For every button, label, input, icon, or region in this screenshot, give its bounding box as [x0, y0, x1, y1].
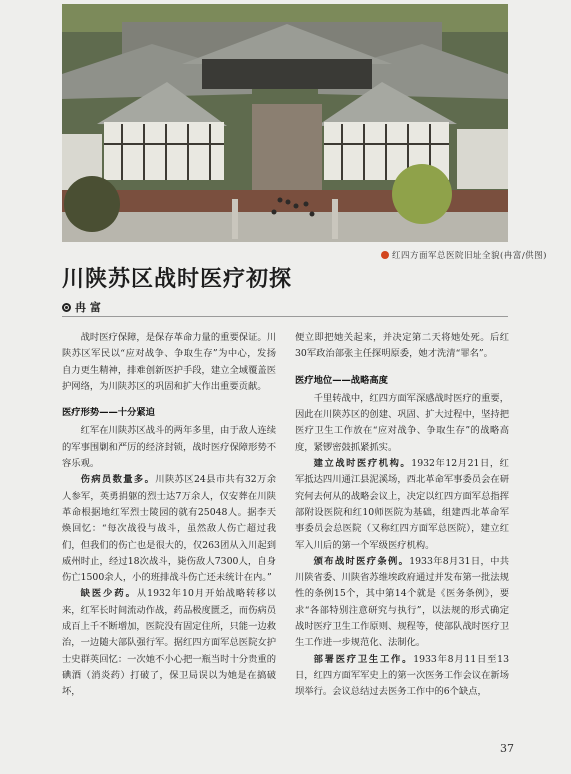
paragraph [62, 423, 276, 472]
paragraph [62, 330, 276, 395]
paragraph-lead: 建立战时医疗机构。 [313, 458, 412, 470]
title-divider [62, 316, 508, 317]
paragraph [295, 554, 509, 652]
paragraph-text: 1932年12月21日，红军抵达四川通江县泥溪场，西北革命军事委员会在研究何去何从的战略会议上，决定以红四方面军总指挥部附设医院和红10师医院为基础，组建西北革命军事委员会总医院（又称红四方面军总医院），建立红军入川后的第一个军级医疗机构。 [295, 458, 509, 551]
article-title: 川陕苏区战时医疗初探 [62, 267, 293, 292]
paragraph-text: 川陕苏区24县市共有32万余人参军，英勇捐躯的烈士达7万余人，仅安葬在川陕革命根据地红军烈士陵园的就有25048人。据李天焕回忆：“每次战役与战斗，虽然敌人伤亡超过我们，但我们的伤亡也是很大的，仅263团从入川起到威州时止，经过18次战斗，毙伤敌人7300人，自身伤亡1500余人，小的班排战斗伤亡还未统计在内。” [62, 474, 276, 584]
paragraph-text: 1933年8月31日，中共川陕省委、川陕省苏维埃政府通过并发布第一批法规性的条例15个，其中第14个就是《医务条例》，要求“各部特别注意研究与执行”，以法规的形式确定战时医疗卫生工作原则、规程等，使部队战时医疗卫生工作进一步规范化、法制化。 [295, 555, 509, 649]
section-heading [295, 373, 509, 389]
photo-caption [381, 249, 547, 261]
section-heading-text: 医疗形势——十分紧迫 [62, 407, 155, 419]
paragraph-text: 从1932年10月开始战略转移以来，红军长时间流动作战，药品极度匮乏，而伤病员成百上千不断增加，医院没有固定住所，只能一边救治，一边随大部队强行军。据红四方面军总医院女护士史群英回忆：一次她不小心把一瓶当时十分贵重的碘酒（消炎药）打破了，保卫局误以为她是在搞破坏， [62, 588, 276, 698]
author-bullet-icon [62, 303, 71, 312]
photo-caption-text: 红四方面军总医院旧址全貌(冉富/供图) [392, 251, 547, 261]
paragraph-lead: 颁布战时医疗条例。 [313, 555, 410, 567]
paragraph-lead: 伤病员数量多。 [80, 474, 156, 486]
caption-bullet-icon [381, 251, 389, 259]
hospital-site-photo [62, 4, 508, 242]
article-author [62, 299, 101, 315]
section-heading-text: 医疗地位——战略高度 [295, 374, 388, 386]
paragraph [62, 472, 276, 586]
paragraph-lead: 部署医疗卫生工作。 [313, 653, 414, 665]
paragraph [295, 391, 509, 456]
paragraph [295, 652, 509, 701]
paragraph-text: 便立即把她关起来，并决定第二天将她处死。后红30军政治部张主任探明原委，她才洗清“罪名”。 [295, 332, 509, 360]
paragraph [62, 586, 276, 700]
author-name: 冉 富 [75, 301, 101, 314]
paragraph-text: 战时医疗保障，是保存革命力量的重要保证。川陕苏区军民以“应对战争、争取生存”为中心，发扬自力更生精神，排难创新医护手段，建立全域覆盖医护网络，为川陕苏区的巩固和扩大作出重要贡献。 [62, 332, 276, 392]
paragraph [295, 456, 509, 554]
section-heading [62, 405, 276, 421]
photo-illustration [62, 4, 508, 242]
paragraph-text: 千里转战中，红四方面军深感战时医疗的重要，因此在川陕苏区的创建、巩固、扩大过程中，坚持把医疗卫生工作放在“应对战争、争取生存”的战略高度，紧锣密鼓抓紧抓实。 [295, 392, 509, 453]
paragraph [295, 330, 509, 363]
right-column [295, 330, 509, 701]
page-number: 37 [500, 742, 514, 755]
paragraph-lead: 缺医少药。 [80, 588, 137, 600]
paragraph-text: 红军在川陕苏区战斗的两年多里，由于敌人连续的军事围剿和严厉的经济封锁，战时医疗保障形势不容乐观。 [62, 425, 276, 470]
paragraph-text: 1933年8月11日至13日，红四方面军军史上的第一次医务工作会议在新场坝举行。会议总结过去医务工作中的6个缺点， [295, 653, 509, 698]
left-column [62, 330, 276, 701]
